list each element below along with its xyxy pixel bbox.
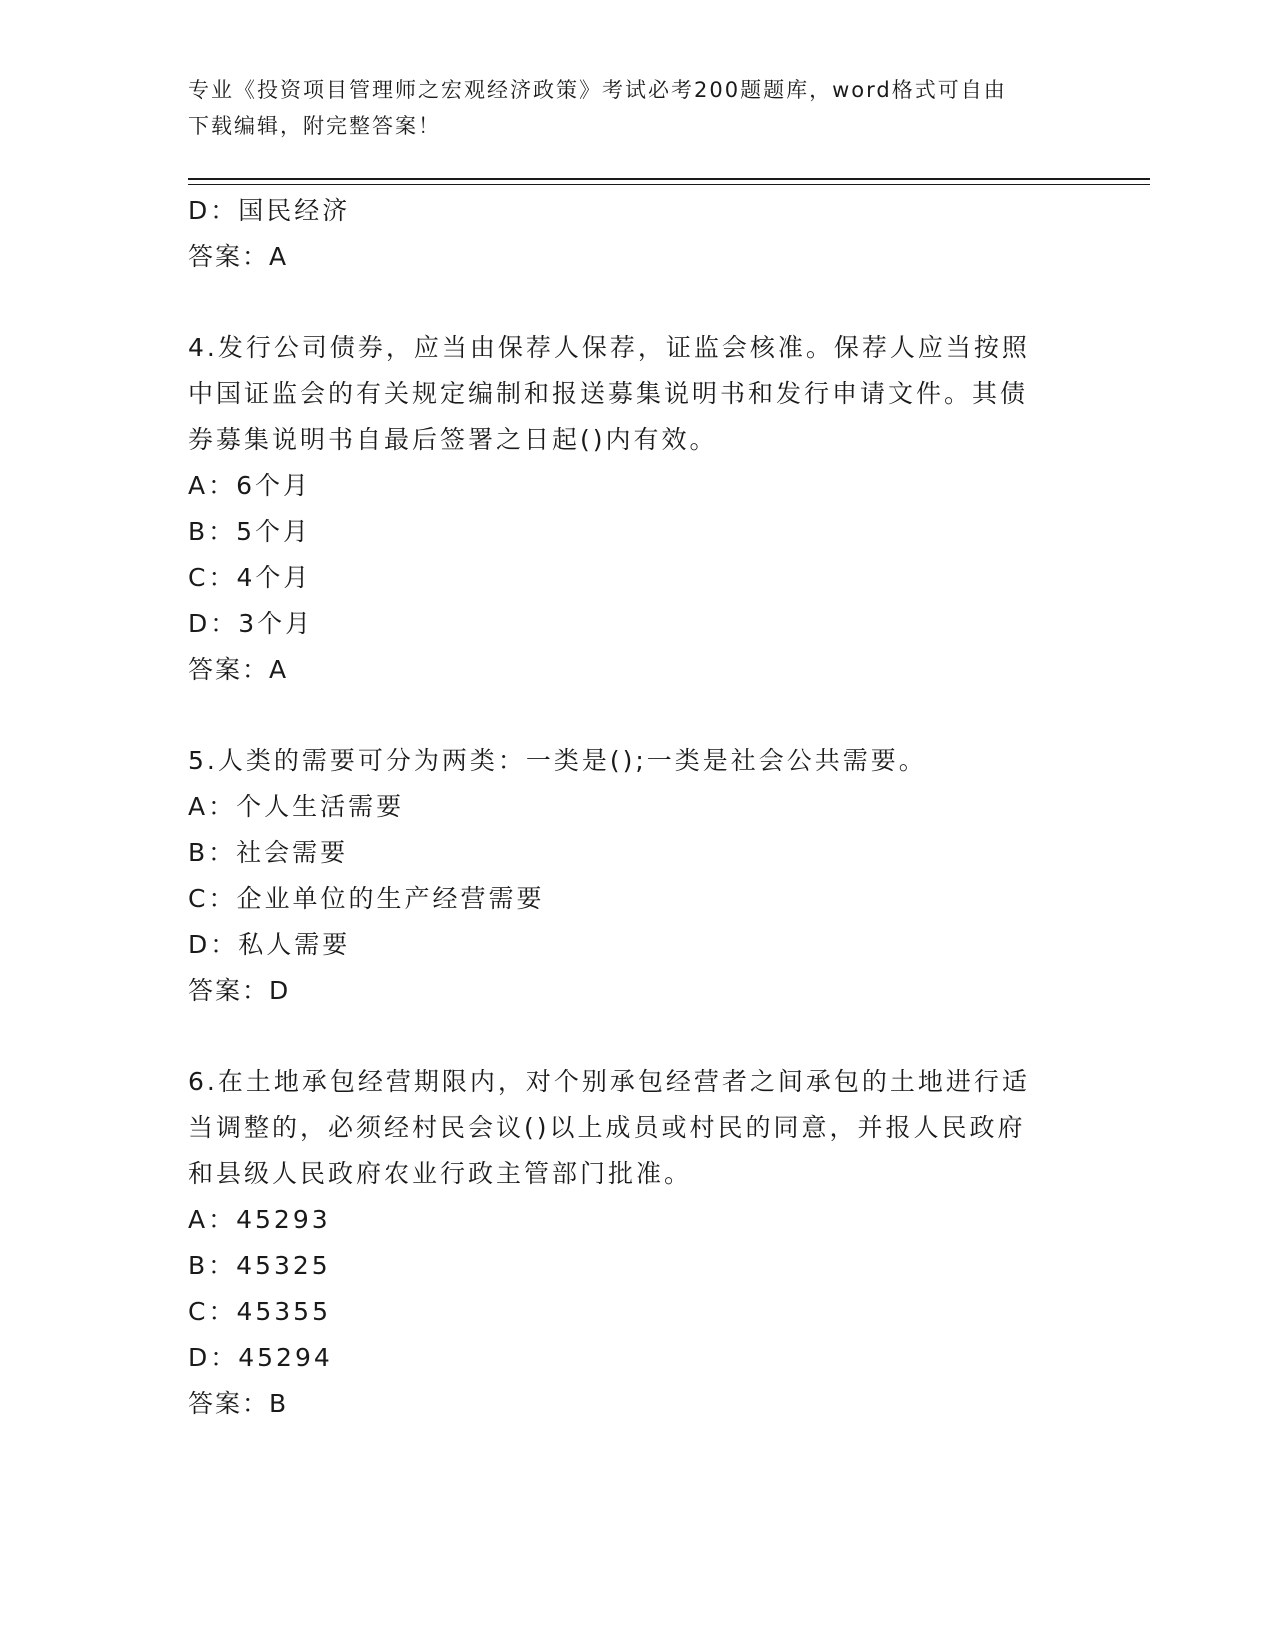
option-c: C：企业单位的生产经营需要 <box>188 884 545 913</box>
option-c: C：45355 <box>188 1297 331 1326</box>
option-b: B：5个月 <box>188 517 312 546</box>
header-line-2: 下载编辑，附完整答案！ <box>188 114 441 138</box>
option-a: A：45293 <box>188 1205 331 1234</box>
document-body <box>188 188 1068 1427</box>
answer: 答案：A <box>188 655 289 684</box>
option-d: D：45294 <box>188 1343 333 1372</box>
option-b: B：社会需要 <box>188 838 349 867</box>
option-c: C：4个月 <box>188 563 312 592</box>
option-b: B：45325 <box>188 1251 331 1280</box>
option-d: D：3个月 <box>188 609 314 638</box>
question-stem-line: 当调整的，必须经村民会议()以上成员或村民的同意，并报人民政府 <box>188 1113 1026 1142</box>
option-d: D：私人需要 <box>188 930 351 959</box>
prev-answer: 答案：A <box>188 242 289 271</box>
option-a: A：个人生活需要 <box>188 792 405 821</box>
question-stem-line: 中国证监会的有关规定编制和报送募集说明书和发行申请文件。其债 <box>188 379 1029 408</box>
spacer <box>188 693 1068 738</box>
question-stem-line: 6.在土地承包经营期限内，对个别承包经营者之间承包的土地进行适 <box>188 1067 1030 1096</box>
spacer <box>188 1014 1068 1059</box>
question-stem-line: 和县级人民政府农业行政主管部门批准。 <box>188 1159 693 1188</box>
question-5 <box>188 738 1068 1014</box>
question-4 <box>188 325 1068 693</box>
question-6 <box>188 1059 1068 1427</box>
question-stem-line: 券募集说明书自最后签署之日起()内有效。 <box>188 425 718 454</box>
prev-option-d: D：国民经济 <box>188 196 351 225</box>
header-rule-thick <box>188 178 1150 180</box>
answer: 答案：B <box>188 1389 289 1418</box>
document-header <box>188 72 1088 144</box>
option-a: A：6个月 <box>188 471 312 500</box>
header-rule-thin <box>188 184 1150 185</box>
question-stem-line: 4.发行公司债券，应当由保荐人保荐，证监会核准。保荐人应当按照 <box>188 333 1030 362</box>
spacer <box>188 280 1068 325</box>
answer: 答案：D <box>188 976 291 1005</box>
header-line-1: 专业《投资项目管理师之宏观经济政策》考试必考200题题库，word格式可自由 <box>188 78 1007 102</box>
question-stem-line: 5.人类的需要可分为两类：一类是();一类是社会公共需要。 <box>188 746 927 775</box>
